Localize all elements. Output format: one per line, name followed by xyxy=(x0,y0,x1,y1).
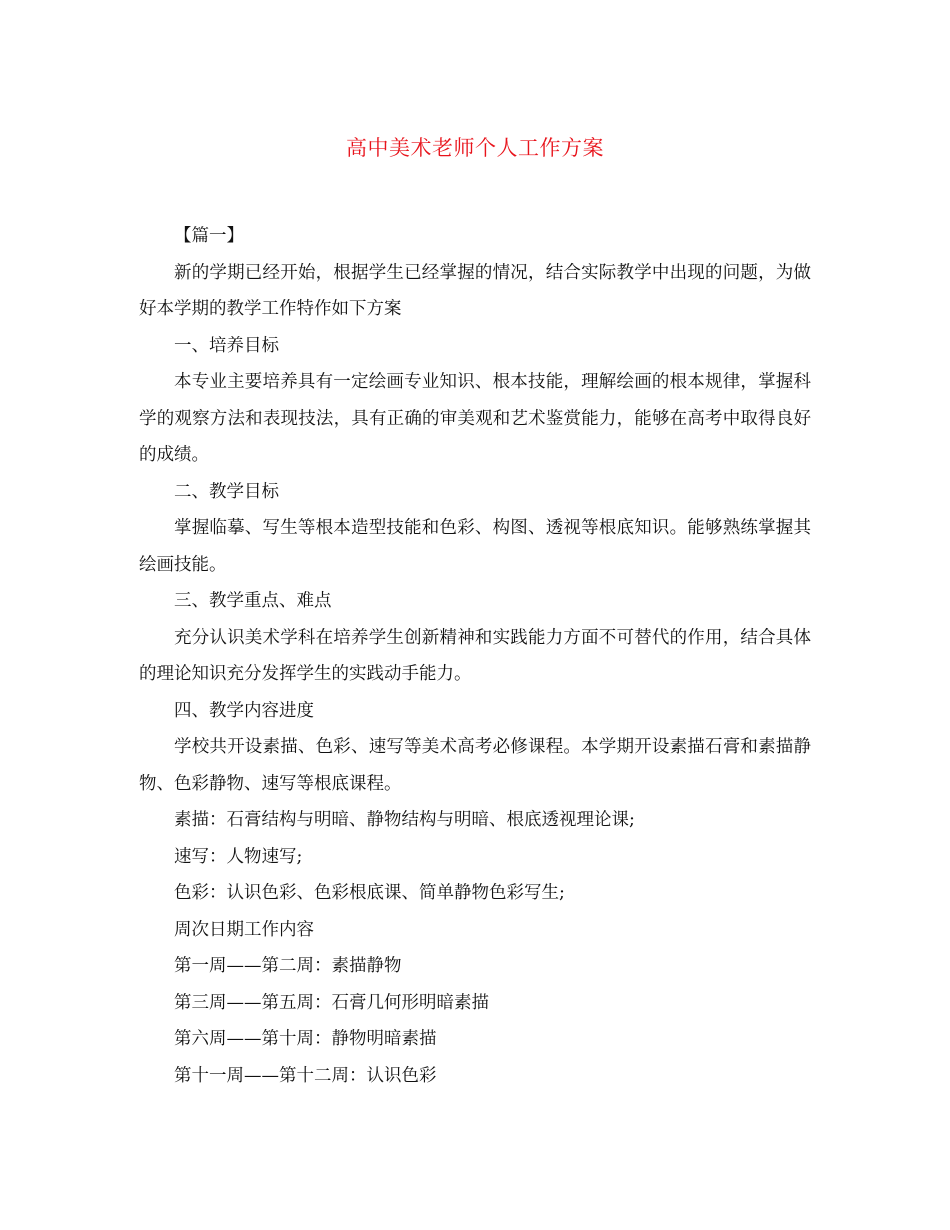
heading-teaching-goals: 二、教学目标 xyxy=(174,481,279,502)
course-quick-sketch-line: 速写：人物速写; xyxy=(174,846,303,867)
course-sketch-line: 素描：石膏结构与明暗、静物结构与明暗、根底透视理论课; xyxy=(174,810,635,830)
schedule-line: 第六周——第十周：静物明暗素描 xyxy=(174,1029,437,1049)
document-title: 高中美术老师个人工作方案 xyxy=(346,136,604,160)
intro-paragraph: 新的学期已经开始，根据学生已经掌握的情况，结合实际教学中出现的问题，为做好本学期的教学工作特作如下方案 xyxy=(139,262,811,319)
heading-training-goals: 一、培养目标 xyxy=(174,335,279,356)
heading-content-schedule: 四、教学内容进度 xyxy=(174,700,314,721)
schedule-line: 第十一周——第十二周：认识色彩 xyxy=(174,1065,437,1086)
schedule-line: 第三周——第五周：石膏几何形明暗素描 xyxy=(174,992,489,1013)
teaching-goals-paragraph: 掌握临摹、写生等根本造型技能和色彩、构图、透视等根底知识。能够熟练掌握其绘画技能。 xyxy=(139,518,811,575)
course-color-line: 色彩：认识色彩、色彩根底课、简单静物色彩写生; xyxy=(174,883,565,903)
training-goals-paragraph: 本专业主要培养具有一定绘画专业知识、根本技能，理解绘画的根本规律，掌握科学的观察方法和表现技法，具有正确的审美观和艺术鉴赏能力，能够在高考中取得良好的成绩。 xyxy=(139,372,811,465)
heading-key-points: 三、教学重点、难点 xyxy=(174,591,332,611)
key-points-paragraph: 充分认识美术学科在培养学生创新精神和实践能力方面不可替代的作用，结合具体的理论知识充分发挥学生的实践动手能力。 xyxy=(139,627,811,684)
content-schedule-paragraph: 学校共开设素描、色彩、速写等美术高考必修课程。本学期开设素描石膏和素描静物、色彩静物、速写等根底课程。 xyxy=(139,737,811,794)
schedule-header-line: 周次日期工作内容 xyxy=(174,919,314,940)
document-body xyxy=(139,218,811,1094)
schedule-line: 第一周——第二周：素描静物 xyxy=(174,956,402,976)
section-label: 【篇一】 xyxy=(174,226,244,246)
